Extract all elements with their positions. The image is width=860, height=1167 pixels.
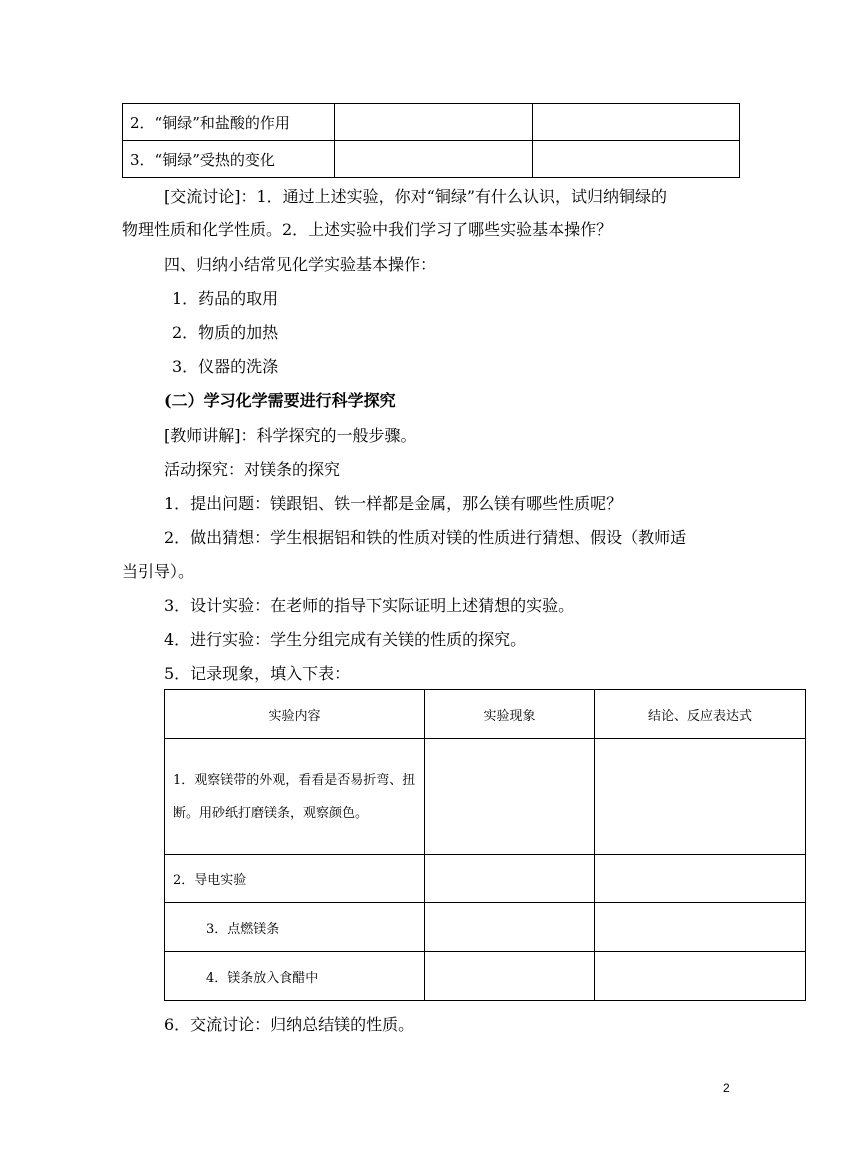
table-cell: 3．“铜绿”受热的变化 xyxy=(123,141,335,178)
table-cell-empty xyxy=(533,141,740,178)
table-cell-empty xyxy=(595,855,806,903)
table-cell: 3．点燃镁条 xyxy=(165,903,425,952)
copper-green-experiment-table xyxy=(122,103,740,178)
table-cell-empty xyxy=(595,903,806,952)
discussion-line-1: [交流讨论]：1．通过上述实验，你对“铜绿”有什么认识，试归纳铜绿的 xyxy=(164,187,668,206)
table-cell-empty xyxy=(425,952,595,1001)
section-four-heading: 四、归纳小结常见化学实验基本操作： xyxy=(164,255,437,274)
step-item: 3．设计实验：在老师的指导下实际证明上述猜想的实验。 xyxy=(164,596,575,615)
column-header: 实验现象 xyxy=(425,690,595,739)
table-cell-empty xyxy=(595,952,806,1001)
table-cell-empty xyxy=(335,104,533,141)
operation-item: 3．仪器的洗涤 xyxy=(172,357,279,376)
table-cell: 2．“铜绿”和盐酸的作用 xyxy=(123,104,335,141)
operation-item: 1．药品的取用 xyxy=(172,289,279,308)
step-item: 2．做出猜想：学生根据铝和铁的性质对镁的性质进行猜想、假设（教师适 xyxy=(164,528,687,547)
section-heading: (二）学习化学需要进行科学探究 xyxy=(164,391,396,410)
table-row xyxy=(123,104,740,141)
table-cell: 1．观察镁带的外观，看看是否易折弯、扭断。用砂纸打磨镁条，观察颜色。 xyxy=(165,739,425,855)
operation-item: 2．物质的加热 xyxy=(172,323,279,342)
table-cell: 4．镁条放入食醋中 xyxy=(165,952,425,1001)
step-item: 1．提出问题：镁跟铝、铁一样都是金属，那么镁有哪些性质呢？ xyxy=(164,494,623,513)
column-header: 结论、反应表达式 xyxy=(595,690,806,739)
teacher-explanation: [教师讲解]：科学探究的一般步骤。 xyxy=(164,426,417,445)
magnesium-experiment-table xyxy=(164,689,806,1001)
step-item: 4．进行实验：学生分组完成有关镁的性质的探究。 xyxy=(164,630,527,649)
discussion-line-2: 物理性质和化学性质。2．上述实验中我们学习了哪些实验基本操作？ xyxy=(122,220,613,239)
step-item: 6．交流讨论：归纳总结镁的性质。 xyxy=(164,1015,415,1034)
table-cell-empty xyxy=(533,104,740,141)
table-row xyxy=(165,739,806,855)
table-cell-empty xyxy=(425,855,595,903)
table-header-row xyxy=(165,690,806,739)
table-cell-empty xyxy=(595,739,806,855)
table-cell-empty xyxy=(425,739,595,855)
table-row xyxy=(165,952,806,1001)
step-item: 5．记录现象，填入下表： xyxy=(164,664,351,683)
table-cell-empty xyxy=(425,903,595,952)
activity-title: 活动探究：对镁条的探究 xyxy=(164,460,341,479)
table-cell-empty xyxy=(335,141,533,178)
page-number: 2 xyxy=(723,1081,730,1095)
table-row xyxy=(165,903,806,952)
table-row xyxy=(165,855,806,903)
step-item-continued: 当引导）。 xyxy=(122,562,195,581)
table-row xyxy=(123,141,740,178)
column-header: 实验内容 xyxy=(165,690,425,739)
table-cell: 2．导电实验 xyxy=(165,855,425,903)
